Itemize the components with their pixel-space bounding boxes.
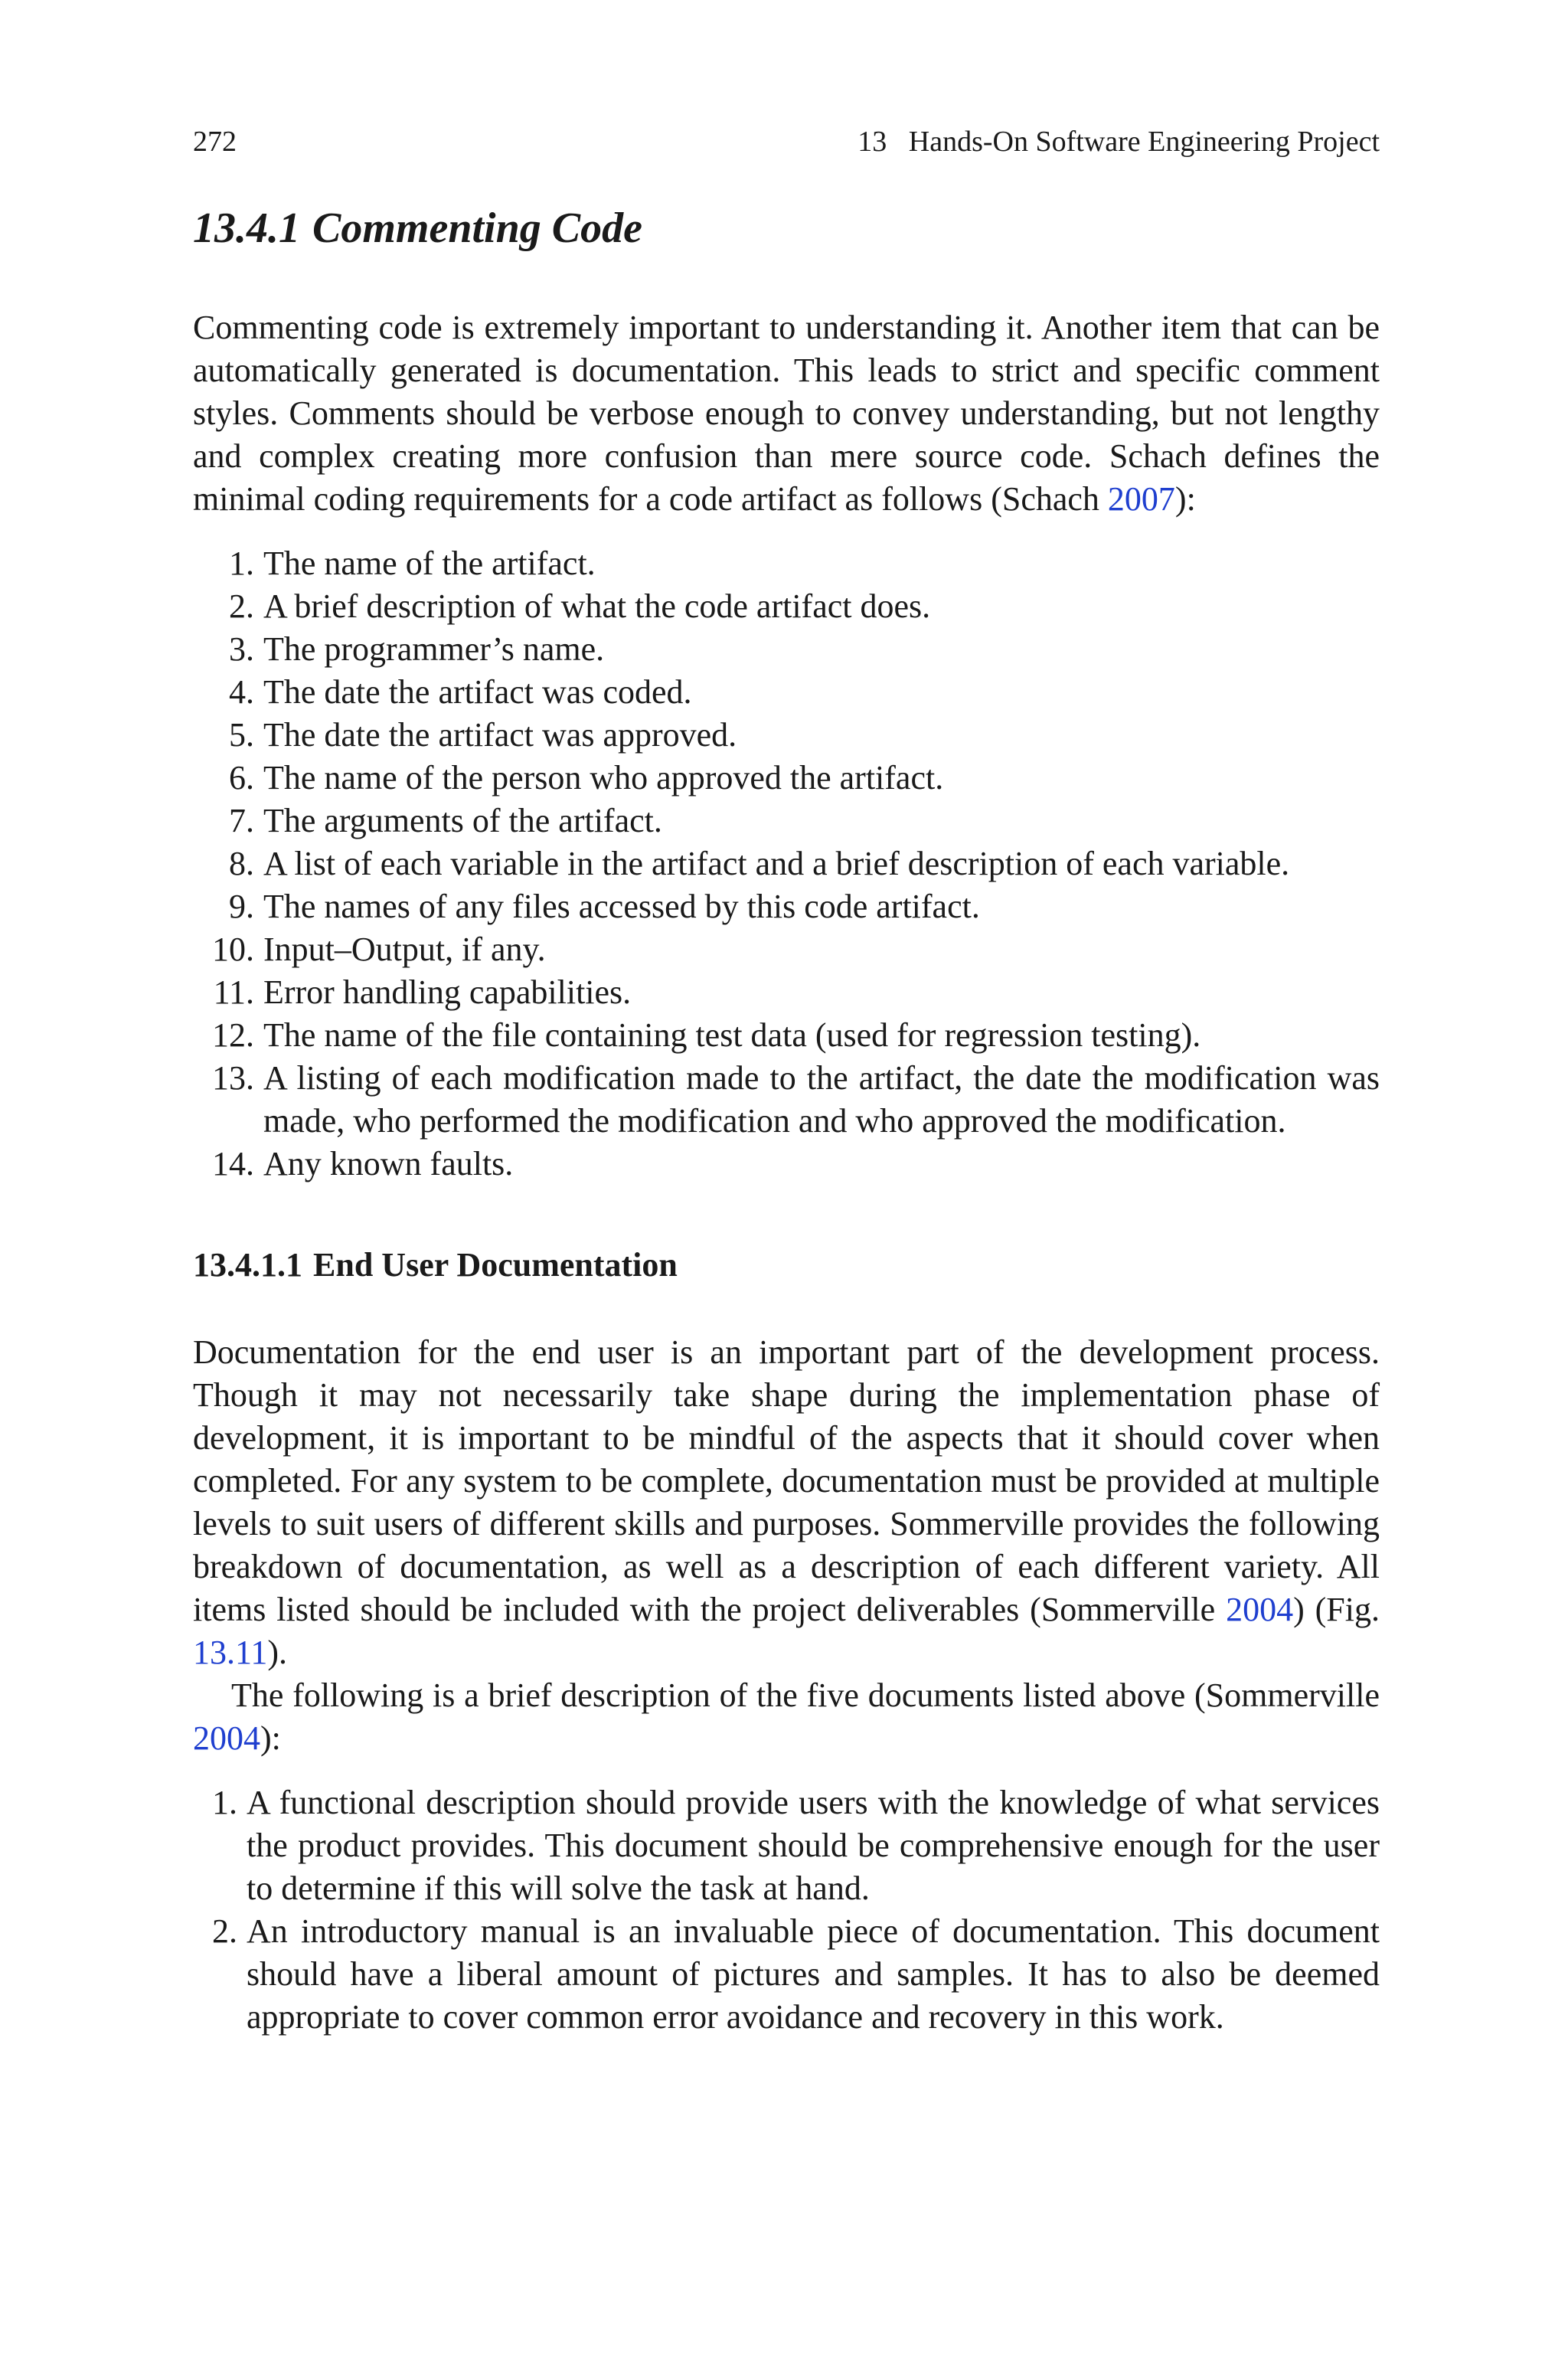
list-item-number: 10.: [212, 931, 254, 968]
list-item: [193, 671, 1380, 714]
list-item-text: The date the artifact was approved.: [263, 716, 737, 754]
list-item: [193, 1057, 1380, 1143]
list-item-text: The name of the file containing test data (used for regression testing).: [263, 1016, 1201, 1054]
paragraph-text: Commenting code is extremely important to understanding it. Another item that can be automatically generated is documentation. This leads to strict and specific comment styles. Comments should be verbose enough to convey understanding, but not lengthy and complex creating more confusion than mere source code. Schach defines the minimal coding requirements for a code artifact as follows (Schach: [193, 309, 1380, 518]
subsection-title: End User Documentation: [313, 1246, 678, 1284]
list-item: [193, 885, 1380, 928]
paragraph-text-mid: ) (Fig.: [1293, 1591, 1380, 1628]
documents-description-list: [193, 1781, 1380, 2039]
list-item: [193, 1781, 1380, 1910]
list-item: [193, 628, 1380, 671]
citation-link-sommerville-2004[interactable]: 2004: [1226, 1591, 1294, 1628]
citation-link-schach-2007[interactable]: 2007: [1107, 480, 1175, 518]
list-item-number: 1.: [229, 545, 254, 582]
list-item: [193, 971, 1380, 1014]
citation-link-sommerville-2004[interactable]: 2004: [193, 1719, 260, 1757]
list-item-text: The name of the artifact.: [263, 545, 596, 582]
coding-requirements-list: [193, 542, 1380, 1186]
paragraph-end-user-documentation: [193, 1331, 1380, 1674]
paragraph-text: Documentation for the end user is an important part of the development process. Though it may not necessarily take shape during the implementation phase of development, it is important to be mindful of the aspects that it should cover when completed. For any system to be complete, documentation must be provided at multiple levels to suit users of different skills and purposes. Sommerville provides the following breakdown of documentation, as well as a description of each different variety. All items listed should be included with the project deliverables (Sommerville: [193, 1333, 1380, 1628]
list-item: [193, 1910, 1380, 2039]
section-number: 13.4.1: [193, 204, 300, 252]
list-item-number: 9.: [229, 888, 254, 925]
figure-link-13-11[interactable]: 13.11: [193, 1634, 268, 1671]
list-item-number: 6.: [229, 759, 254, 796]
list-item: [193, 1143, 1380, 1186]
list-item-text: Input–Output, if any.: [263, 931, 546, 968]
list-item: [193, 800, 1380, 842]
paragraph-commenting-code: [193, 306, 1380, 521]
list-item-text: The arguments of the artifact.: [263, 802, 662, 839]
list-item-number: 7.: [229, 802, 254, 839]
list-item-text: A functional description should provide users with the knowledge of what services the product provides. This document should be comprehensive enough for the user to determine if this will solve the task at hand.: [247, 1784, 1380, 1907]
list-item-number: 4.: [229, 673, 254, 711]
list-item-text: A brief description of what the code artifact does.: [263, 587, 931, 625]
list-item: [193, 842, 1380, 885]
list-item: [193, 757, 1380, 800]
subsection-heading: [193, 1244, 1380, 1287]
paragraph-text: The following is a brief description of the five documents listed above (Sommerville: [231, 1676, 1380, 1714]
list-item-text: The date the artifact was coded.: [263, 673, 692, 711]
list-item-text: A listing of each modification made to the artifact, the date the modification was made, who performed the modification and who approved the modification.: [263, 1059, 1380, 1140]
list-item-number: 1.: [212, 1784, 237, 1821]
list-item-number: 13.: [212, 1059, 254, 1097]
chapter-title: 13 Hands-On Software Engineering Project: [858, 126, 1380, 158]
list-item-text: The name of the person who approved the artifact.: [263, 759, 944, 796]
list-item: [193, 714, 1380, 757]
list-item-number: 2.: [212, 1912, 237, 1950]
paragraph-text-end: ):: [260, 1719, 281, 1757]
list-item-number: 8.: [229, 845, 254, 882]
list-item: [193, 928, 1380, 971]
list-item: [193, 1014, 1380, 1057]
list-item-text: The programmer’s name.: [263, 630, 605, 668]
page-content: [193, 201, 1380, 2039]
list-item-number: 11.: [213, 973, 254, 1011]
list-item: [193, 585, 1380, 628]
list-item-text: Any known faults.: [263, 1145, 514, 1182]
list-item-number: 14.: [212, 1145, 254, 1182]
list-item: [193, 542, 1380, 585]
subsection-number: 13.4.1.1: [193, 1246, 302, 1284]
paragraph-text-end: ):: [1174, 480, 1196, 518]
running-head: [193, 123, 1380, 161]
list-item-text: Error handling capabilities.: [263, 973, 632, 1011]
list-item-number: 12.: [212, 1016, 254, 1054]
list-item-text: An introductory manual is an invaluable piece of documentation. This document should have a liberal amount of pictures and samples. It has to also be deemed appropriate to cover common error avoidance and recovery in this work.: [247, 1912, 1380, 2036]
list-item-text: The names of any files accessed by this code artifact.: [263, 888, 980, 925]
section-heading: [193, 201, 1380, 256]
paragraph-text-end: ).: [267, 1634, 288, 1671]
paragraph-five-documents: [193, 1674, 1380, 1760]
page-number: 272: [193, 126, 237, 158]
list-item-text: A list of each variable in the artifact and a brief description of each variable.: [263, 845, 1290, 882]
section-title: Commenting Code: [312, 204, 642, 252]
list-item-number: 5.: [229, 716, 254, 754]
list-item-number: 2.: [229, 587, 254, 625]
list-item-number: 3.: [229, 630, 254, 668]
